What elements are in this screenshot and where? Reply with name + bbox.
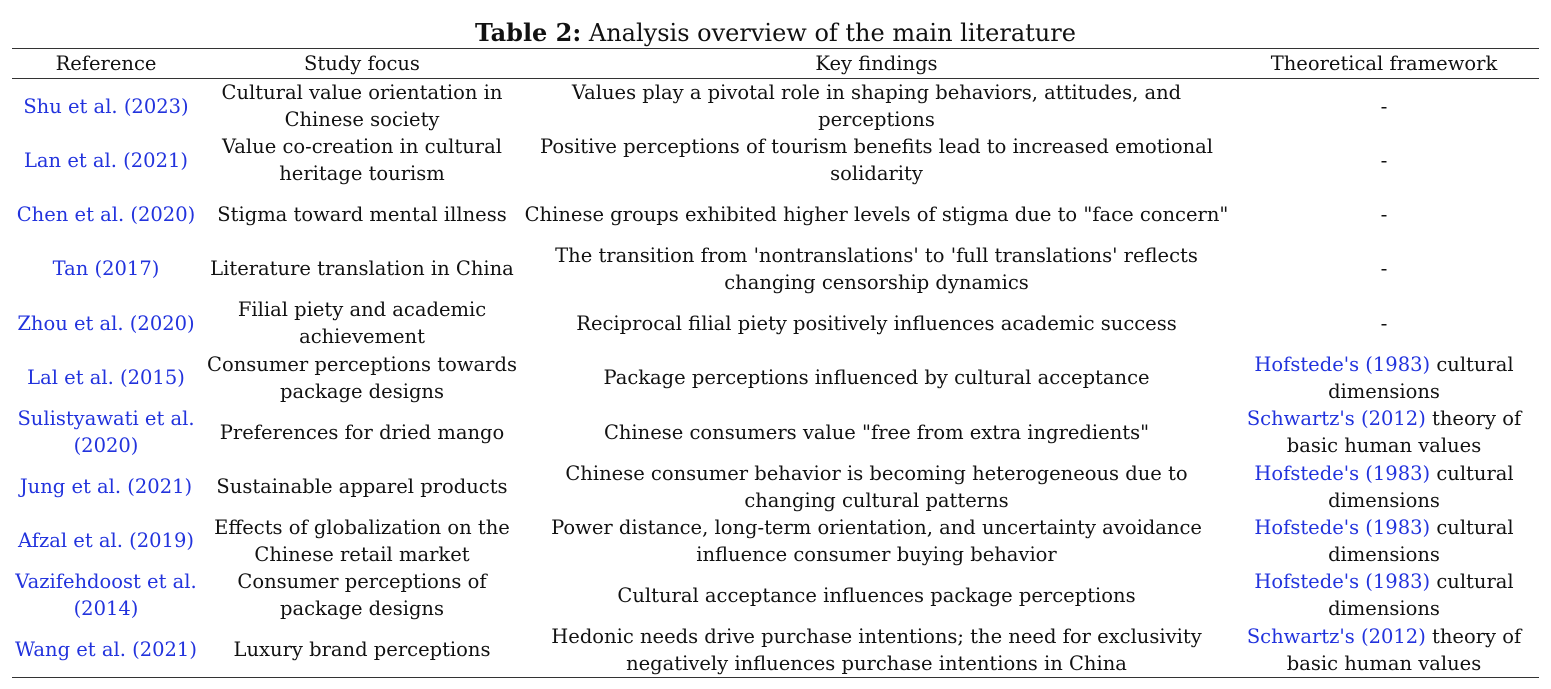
table-row bbox=[12, 133, 1539, 187]
study-focus-cell: Sustainable apparel products bbox=[216, 475, 508, 499]
key-findings-cell: Chinese consumers value "free from extra ingredients" bbox=[603, 420, 1150, 444]
reference-cell bbox=[12, 187, 200, 241]
framework-empty-dash: - bbox=[1380, 202, 1388, 227]
key-findings-cell: Positive perceptions of tourism benefits lead to increased emotional solidarity bbox=[539, 135, 1214, 186]
reference-citation-link[interactable]: Jung et al. (2021) bbox=[19, 475, 193, 499]
reference-citation-link[interactable]: Zhou et al. (2020) bbox=[17, 311, 195, 335]
framework-text: cultural dimensions bbox=[1328, 461, 1514, 512]
framework-text: cultural dimensions bbox=[1328, 570, 1514, 621]
table-caption-text: Analysis overview of the main literature bbox=[588, 19, 1076, 47]
theoretical-framework-cell bbox=[1229, 242, 1539, 296]
table-caption bbox=[0, 14, 1551, 52]
theoretical-framework-cell bbox=[1229, 405, 1539, 459]
framework-text: cultural dimensions bbox=[1328, 515, 1514, 566]
table-header-row bbox=[12, 49, 1539, 79]
reference-citation-link[interactable]: Afzal et al. (2019) bbox=[18, 529, 194, 553]
key-findings-cell: Cultural acceptance influences package perceptions bbox=[617, 583, 1136, 607]
study-focus-cell: Cultural value orientation in Chinese society bbox=[221, 81, 503, 131]
column-header-study-focus: Study focus bbox=[200, 49, 524, 79]
study-focus-cell: Stigma toward mental illness bbox=[217, 203, 507, 227]
reference-citation-link[interactable]: Wang et al. (2021) bbox=[15, 638, 197, 662]
study-focus-cell: Value co-creation in cultural heritage tourism bbox=[222, 135, 502, 186]
reference-cell bbox=[12, 623, 200, 678]
reference-citation-link[interactable]: Chen et al. (2020) bbox=[16, 203, 196, 227]
table-row bbox=[12, 351, 1539, 405]
table-row bbox=[12, 187, 1539, 241]
reference-cell bbox=[12, 296, 200, 350]
framework-citation-link[interactable]: Hofstede's (1983) bbox=[1254, 570, 1431, 594]
framework-empty-dash: - bbox=[1380, 256, 1388, 281]
reference-cell bbox=[12, 79, 200, 134]
theoretical-framework-cell bbox=[1229, 351, 1539, 405]
framework-text: theory of basic human values bbox=[1286, 624, 1522, 675]
reference-cell bbox=[12, 351, 200, 405]
framework-citation-link[interactable]: Hofstede's (1983) bbox=[1254, 461, 1431, 485]
table-row bbox=[12, 568, 1539, 622]
framework-empty-dash: - bbox=[1380, 310, 1388, 335]
reference-cell bbox=[12, 514, 200, 568]
framework-citation-link[interactable]: Hofstede's (1983) bbox=[1254, 515, 1431, 539]
table-row bbox=[12, 623, 1539, 678]
key-findings-cell: Hedonic needs drive purchase intentions; the need for exclusivity negatively influences purchase intentions in China bbox=[524, 623, 1229, 678]
key-findings-cell: The transition from 'nontranslations' to 'full translations' reflects changing censorship dynamics bbox=[555, 243, 1198, 294]
study-focus-cell: Literature translation in China bbox=[210, 257, 514, 281]
theoretical-framework-cell bbox=[1229, 568, 1539, 622]
theoretical-framework-cell bbox=[1229, 133, 1539, 187]
theoretical-framework-cell bbox=[1229, 79, 1539, 134]
table-body bbox=[12, 79, 1539, 678]
table-row bbox=[12, 296, 1539, 350]
table-row bbox=[12, 514, 1539, 568]
key-findings-cell: Chinese groups exhibited higher levels of stigma due to "face concern" bbox=[524, 203, 1229, 227]
reference-citation-link[interactable]: Tan (2017) bbox=[52, 257, 160, 281]
reference-citation-link[interactable]: Lal et al. (2015) bbox=[27, 366, 185, 390]
key-findings-cell: Chinese consumer behavior is becoming heterogeneous due to changing cultural patterns bbox=[565, 461, 1188, 512]
reference-citation-link[interactable]: Lan et al. (2021) bbox=[23, 148, 188, 172]
theoretical-framework-cell bbox=[1229, 296, 1539, 350]
reference-citation-link[interactable]: Vazifehdoost et al. (2014) bbox=[15, 570, 197, 621]
study-focus-cell: Consumer perceptions of package designs bbox=[237, 570, 487, 621]
study-focus-cell: Luxury brand perceptions bbox=[200, 623, 524, 678]
theoretical-framework-cell bbox=[1229, 187, 1539, 241]
study-focus-cell: Preferences for dried mango bbox=[219, 420, 505, 444]
reference-cell bbox=[12, 133, 200, 187]
literature-table bbox=[12, 48, 1539, 678]
theoretical-framework-cell bbox=[1229, 459, 1539, 513]
column-header-reference: Reference bbox=[12, 49, 200, 79]
column-header-theoretical-framework: Theoretical framework bbox=[1229, 49, 1539, 79]
table-row bbox=[12, 405, 1539, 459]
key-findings-cell: Reciprocal filial piety positively influences academic success bbox=[576, 311, 1177, 335]
reference-citation-link[interactable]: Sulistyawati et al. (2020) bbox=[17, 407, 195, 458]
table-row bbox=[12, 459, 1539, 513]
framework-text: theory of basic human values bbox=[1286, 407, 1522, 458]
theoretical-framework-cell bbox=[1229, 514, 1539, 568]
reference-cell bbox=[12, 405, 200, 459]
study-focus-cell: Filial piety and academic achievement bbox=[237, 298, 487, 349]
framework-citation-link[interactable]: Hofstede's (1983) bbox=[1254, 352, 1431, 376]
study-focus-cell: Consumer perceptions towards package designs bbox=[207, 352, 517, 403]
framework-citation-link[interactable]: Schwartz's (2012) bbox=[1246, 624, 1426, 648]
framework-empty-dash: - bbox=[1380, 93, 1388, 118]
reference-citation-link[interactable]: Shu et al. (2023) bbox=[23, 94, 189, 118]
key-findings-cell: Values play a pivotal role in shaping behaviors, attitudes, and perceptions bbox=[571, 81, 1182, 131]
table-row bbox=[12, 79, 1539, 134]
key-findings-cell: Power distance, long-term orientation, and uncertainty avoidance influence consumer buying behavior bbox=[551, 515, 1202, 566]
table-caption-label: Table 2: bbox=[475, 18, 582, 47]
reference-cell bbox=[12, 459, 200, 513]
framework-text: cultural dimensions bbox=[1328, 352, 1514, 403]
theoretical-framework-cell bbox=[1229, 623, 1539, 678]
framework-empty-dash: - bbox=[1380, 147, 1388, 172]
column-header-key-findings: Key findings bbox=[524, 49, 1229, 79]
framework-citation-link[interactable]: Schwartz's (2012) bbox=[1246, 407, 1426, 431]
key-findings-cell: Package perceptions influenced by cultural acceptance bbox=[603, 366, 1150, 390]
table-row bbox=[12, 242, 1539, 296]
reference-cell bbox=[12, 242, 200, 296]
study-focus-cell: Effects of globalization on the Chinese retail market bbox=[214, 515, 510, 566]
reference-cell bbox=[12, 568, 200, 622]
